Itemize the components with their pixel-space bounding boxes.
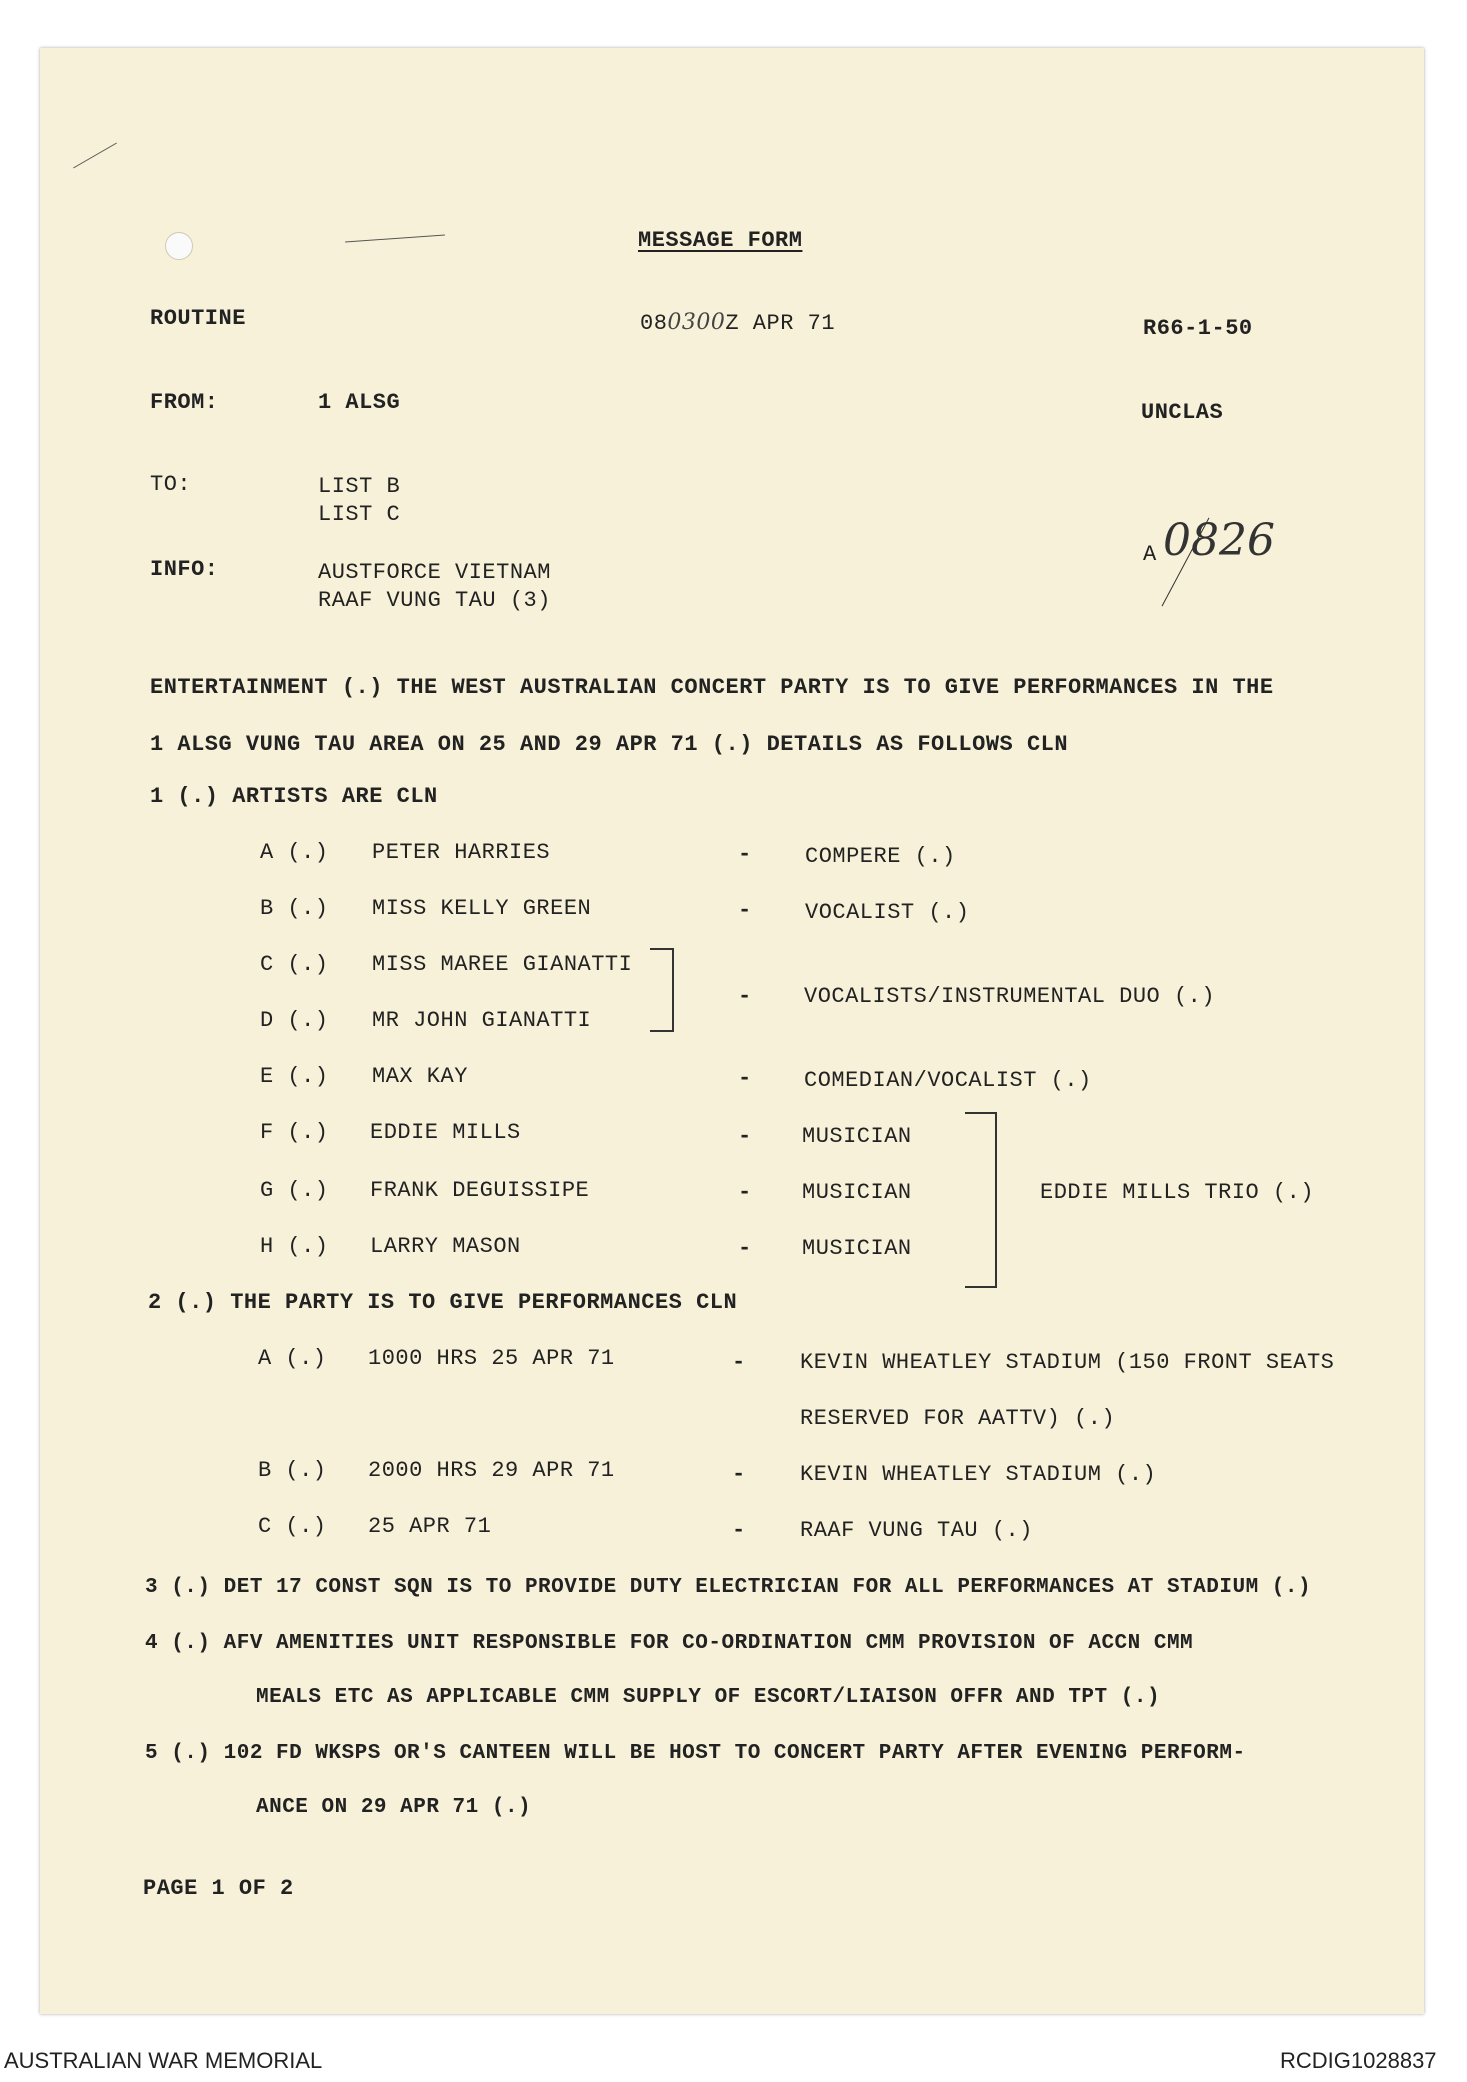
footer-record-id: RCDIG1028837	[1280, 2048, 1437, 2073]
ref-letter: A	[1143, 542, 1157, 567]
para-4-line-1: 4 (.) AFV AMENITIES UNIT RESPONSIBLE FOR CO-ORDINATION CMM PROVISION OF ACCN CMM	[145, 1632, 1194, 1655]
performance-letter: A (.)	[258, 1346, 327, 1371]
footer-source: AUSTRALIAN WAR MEMORIAL	[4, 2048, 323, 2073]
trio-label: EDDIE MILLS TRIO (.)	[1040, 1180, 1315, 1205]
artist-role: VOCALIST (.)	[805, 900, 970, 925]
artist-letter: F (.)	[260, 1120, 329, 1145]
artist-role: COMPERE (.)	[805, 844, 956, 869]
body-line-2: 1 ALSG VUNG TAU AREA ON 25 AND 29 APR 71 (.) DETAILS AS FOLLOWS CLN	[150, 732, 1069, 757]
dash: -	[738, 1066, 752, 1091]
dash: -	[738, 1180, 752, 1205]
performance-venue: KEVIN WHEATLEY STADIUM (150 FRONT SEATS	[800, 1350, 1335, 1375]
punch-hole	[165, 232, 193, 260]
para-2-heading: 2 (.) THE PARTY IS TO GIVE PERFORMANCES CLN	[148, 1290, 738, 1315]
performance-time: 25 APR 71	[368, 1514, 492, 1539]
page-number: PAGE 1 OF 2	[143, 1876, 294, 1901]
artist-name: FRANK DEGUISSIPE	[370, 1178, 590, 1203]
dash: -	[738, 1236, 752, 1261]
performance-letter: B (.)	[258, 1458, 327, 1483]
dash: -	[732, 1462, 746, 1487]
artist-name: MISS KELLY GREEN	[372, 896, 592, 921]
dash: -	[738, 1124, 752, 1149]
artist-letter: G (.)	[260, 1178, 329, 1203]
artist-letter: A (.)	[260, 840, 329, 865]
duo-role: VOCALISTS/INSTRUMENTAL DUO (.)	[804, 984, 1216, 1009]
precedence: ROUTINE	[150, 306, 246, 331]
artist-role: COMEDIAN/VOCALIST (.)	[804, 1068, 1092, 1093]
dash: -	[738, 842, 752, 867]
info-label: INFO:	[150, 557, 219, 582]
artist-name: LARRY MASON	[370, 1234, 521, 1259]
performance-venue-cont: RESERVED FOR AATTV) (.)	[800, 1406, 1116, 1431]
artist-role: MUSICIAN	[802, 1180, 912, 1205]
artist-name: PETER HARRIES	[372, 840, 551, 865]
file-reference: R66-1-50	[1143, 316, 1253, 341]
artist-letter: B (.)	[260, 896, 329, 921]
duo-bracket	[650, 948, 674, 1032]
info-value-1: AUSTFORCE VIETNAM	[318, 560, 551, 585]
performance-venue: RAAF VUNG TAU (.)	[800, 1518, 1033, 1543]
performance-time: 1000 HRS 25 APR 71	[368, 1346, 615, 1371]
para-1-heading: 1 (.) ARTISTS ARE CLN	[150, 784, 438, 809]
para-5-line-2: ANCE ON 29 APR 71 (.)	[256, 1796, 532, 1819]
performance-time: 2000 HRS 29 APR 71	[368, 1458, 615, 1483]
performance-venue: KEVIN WHEATLEY STADIUM (.)	[800, 1462, 1157, 1487]
para-3: 3 (.) DET 17 CONST SQN IS TO PROVIDE DUTY ELECTRICIAN FOR ALL PERFORMANCES AT STADIUM (.)	[145, 1576, 1312, 1599]
artist-letter: H (.)	[260, 1234, 329, 1259]
dash: -	[738, 984, 752, 1009]
handwritten-reference: 0826	[1163, 515, 1275, 566]
body-line-1: ENTERTAINMENT (.) THE WEST AUSTRALIAN CONCERT PARTY IS TO GIVE PERFORMANCES IN THE	[150, 675, 1274, 700]
artist-name: EDDIE MILLS	[370, 1120, 521, 1145]
dash: -	[732, 1518, 746, 1543]
to-value-1: LIST B	[318, 474, 401, 499]
artist-name: MAX KAY	[372, 1064, 468, 1089]
page-title: MESSAGE FORM	[638, 228, 803, 253]
dtg-suffix: Z APR 71	[725, 311, 836, 336]
dash: -	[738, 898, 752, 923]
to-label: TO:	[150, 472, 192, 497]
para-5-line-1: 5 (.) 102 FD WKSPS OR'S CANTEEN WILL BE HOST TO CONCERT PARTY AFTER EVENING PERFORM-	[145, 1742, 1246, 1765]
dash: -	[732, 1350, 746, 1375]
artist-letter: D (.)	[260, 1008, 329, 1033]
artist-name: MR JOHN GIANATTI	[372, 1008, 592, 1033]
document-page	[40, 48, 1424, 2014]
performance-letter: C (.)	[258, 1514, 327, 1539]
dtg-handwritten: 0300	[667, 310, 726, 335]
artist-name: MISS MAREE GIANATTI	[372, 952, 633, 977]
from-value: 1 ALSG	[318, 390, 401, 415]
artist-letter: E (.)	[260, 1064, 329, 1089]
to-value-2: LIST C	[318, 502, 401, 527]
dtg	[640, 310, 835, 336]
info-value-2: RAAF VUNG TAU (3)	[318, 588, 551, 613]
artist-letter: C (.)	[260, 952, 329, 977]
dtg-prefix: 08	[640, 311, 668, 336]
classification: UNCLAS	[1141, 400, 1224, 425]
from-label: FROM:	[150, 390, 219, 415]
trio-bracket	[965, 1112, 997, 1288]
para-4-line-2: MEALS ETC AS APPLICABLE CMM SUPPLY OF ESCORT/LIAISON OFFR AND TPT (.)	[256, 1686, 1161, 1709]
artist-role: MUSICIAN	[802, 1236, 912, 1261]
artist-role: MUSICIAN	[802, 1124, 912, 1149]
